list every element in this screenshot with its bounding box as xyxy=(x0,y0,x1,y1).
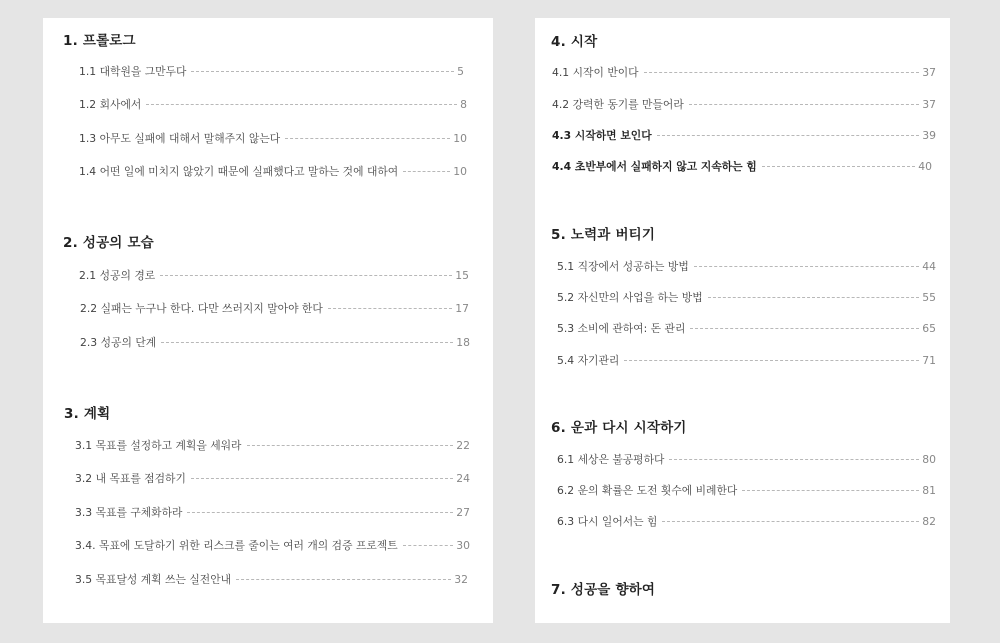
toc-entry[interactable] xyxy=(552,97,936,112)
toc-entry-label: 5.3 소비에 관하여: 돈 관리 xyxy=(557,322,686,335)
toc-entry-page: 81 xyxy=(922,484,936,497)
toc-entry-page: 71 xyxy=(922,354,936,367)
toc-entry-page: 5 xyxy=(457,65,464,78)
toc-entry-page: 44 xyxy=(922,260,936,273)
dot-leader xyxy=(662,521,919,522)
toc-entry-page: 40 xyxy=(918,160,932,173)
chapter-4-title: 4. 시작 xyxy=(551,34,598,50)
toc-entry[interactable] xyxy=(557,353,936,368)
toc-entry[interactable] xyxy=(75,471,470,486)
toc-entry-page: 30 xyxy=(456,539,470,552)
dot-leader xyxy=(644,72,920,73)
dot-leader xyxy=(694,266,919,267)
dot-leader xyxy=(669,459,919,460)
chapter-1-title: 1. 프롤로그 xyxy=(63,33,136,49)
toc-entry[interactable] xyxy=(552,159,932,174)
chapter-3-title: 3. 계획 xyxy=(64,406,111,422)
dot-leader xyxy=(191,478,453,479)
dot-leader xyxy=(146,104,457,105)
toc-entry-label: 5.4 자기관리 xyxy=(557,354,620,367)
toc-entry-page: 80 xyxy=(922,453,936,466)
toc-entry-label: 6.3 다시 일어서는 힘 xyxy=(557,515,658,528)
toc-entry-page: 10 xyxy=(453,132,467,145)
toc-entry[interactable] xyxy=(552,65,936,80)
toc-entry-label: 4.2 강력한 동기를 만들어라 xyxy=(552,98,684,111)
toc-entry-label: 4.1 시작이 반이다 xyxy=(552,66,639,79)
toc-entry-page: 65 xyxy=(922,322,936,335)
dot-leader xyxy=(624,360,919,361)
toc-entry-label: 1.4 어떤 일에 미치지 않았기 때문에 실패했다고 말하는 것에 대하여 xyxy=(79,165,399,178)
chapter-5-title: 5. 노력과 버티기 xyxy=(551,227,656,243)
toc-entry-page: 24 xyxy=(456,472,470,485)
toc-entry[interactable] xyxy=(79,131,467,146)
toc-entry-page: 15 xyxy=(455,269,469,282)
toc-entry-label: 2.3 성공의 단계 xyxy=(80,336,157,349)
dot-leader xyxy=(708,297,920,298)
toc-entry-page: 37 xyxy=(922,66,936,79)
dot-leader xyxy=(762,166,915,167)
toc-entry-page: 8 xyxy=(460,98,467,111)
dot-leader xyxy=(160,275,452,276)
toc-entry[interactable] xyxy=(79,64,464,79)
toc-page-left xyxy=(43,18,493,623)
chapter-6-title: 6. 운과 다시 시작하기 xyxy=(551,420,687,436)
toc-entry[interactable] xyxy=(75,438,470,453)
toc-entry-label: 4.4 초반부에서 실패하지 않고 지속하는 힘 xyxy=(552,160,757,173)
chapter-7-title: 7. 성공을 향하여 xyxy=(551,582,656,598)
toc-entry-page: 18 xyxy=(456,336,470,349)
dot-leader xyxy=(742,490,919,491)
dot-leader xyxy=(328,308,452,309)
toc-entry-page: 37 xyxy=(922,98,936,111)
dot-leader xyxy=(285,138,450,139)
dot-leader xyxy=(403,171,450,172)
toc-entry-label: 6.2 운의 확률은 도전 횟수에 비례한다 xyxy=(557,484,738,497)
toc-entry[interactable] xyxy=(75,538,470,553)
toc-entry[interactable] xyxy=(80,335,470,350)
toc-entry-page: 39 xyxy=(922,129,936,142)
toc-entry-page: 32 xyxy=(454,573,468,586)
toc-entry-label: 3.4. 목표에 도달하기 위한 리스크를 줄이는 여러 개의 검증 프로젝트 xyxy=(75,539,398,552)
toc-entry[interactable] xyxy=(79,164,467,179)
toc-entry-page: 10 xyxy=(453,165,467,178)
toc-entry[interactable] xyxy=(552,128,936,143)
toc-entry[interactable] xyxy=(79,268,469,283)
toc-entry[interactable] xyxy=(557,259,936,274)
toc-entry[interactable] xyxy=(557,321,936,336)
toc-entry-label: 3.5 목표달성 계획 쓰는 실전안내 xyxy=(75,573,232,586)
toc-entry-label: 3.3 목표를 구체화하라 xyxy=(75,506,183,519)
toc-entry-label: 2.1 성공의 경로 xyxy=(79,269,156,282)
toc-entry-label: 4.3 시작하면 보인다 xyxy=(552,129,652,142)
toc-entry-label: 1.2 회사에서 xyxy=(79,98,142,111)
toc-entry-page: 55 xyxy=(922,291,936,304)
toc-entry[interactable] xyxy=(557,452,936,467)
toc-entry[interactable] xyxy=(557,290,936,305)
toc-entry-label: 2.2 실패는 누구나 한다. 다만 쓰러지지 말아야 한다 xyxy=(80,302,323,315)
dot-leader xyxy=(236,579,451,580)
dot-leader xyxy=(247,445,454,446)
toc-entry-label: 1.3 아무도 실패에 대해서 말해주지 않는다 xyxy=(79,132,281,145)
dot-leader xyxy=(690,328,919,329)
chapter-2-title: 2. 성공의 모습 xyxy=(63,235,154,251)
dot-leader xyxy=(657,135,920,136)
toc-entry-label: 6.1 세상은 불공평하다 xyxy=(557,453,665,466)
toc-entry-label: 3.1 목표를 설정하고 계획을 세워라 xyxy=(75,439,242,452)
toc-entry[interactable] xyxy=(80,301,469,316)
toc-page-right xyxy=(535,18,950,623)
dot-leader xyxy=(187,512,453,513)
toc-entry-page: 27 xyxy=(456,506,470,519)
toc-entry[interactable] xyxy=(79,97,467,112)
toc-entry-label: 1.1 대학원을 그만두다 xyxy=(79,65,187,78)
toc-entry-page: 17 xyxy=(455,302,469,315)
toc-entry[interactable] xyxy=(557,514,936,529)
toc-entry[interactable] xyxy=(75,572,468,587)
toc-entry[interactable] xyxy=(557,483,936,498)
dot-leader xyxy=(403,545,454,546)
toc-entry[interactable] xyxy=(75,505,470,520)
dot-leader xyxy=(191,71,454,72)
dot-leader xyxy=(689,104,919,105)
toc-entry-page: 22 xyxy=(456,439,470,452)
dot-leader xyxy=(161,342,453,343)
toc-entry-label: 5.2 자신만의 사업을 하는 방법 xyxy=(557,291,703,304)
toc-entry-page: 82 xyxy=(922,515,936,528)
toc-entry-label: 5.1 직장에서 성공하는 방법 xyxy=(557,260,689,273)
toc-entry-label: 3.2 내 목표를 점검하기 xyxy=(75,472,186,485)
